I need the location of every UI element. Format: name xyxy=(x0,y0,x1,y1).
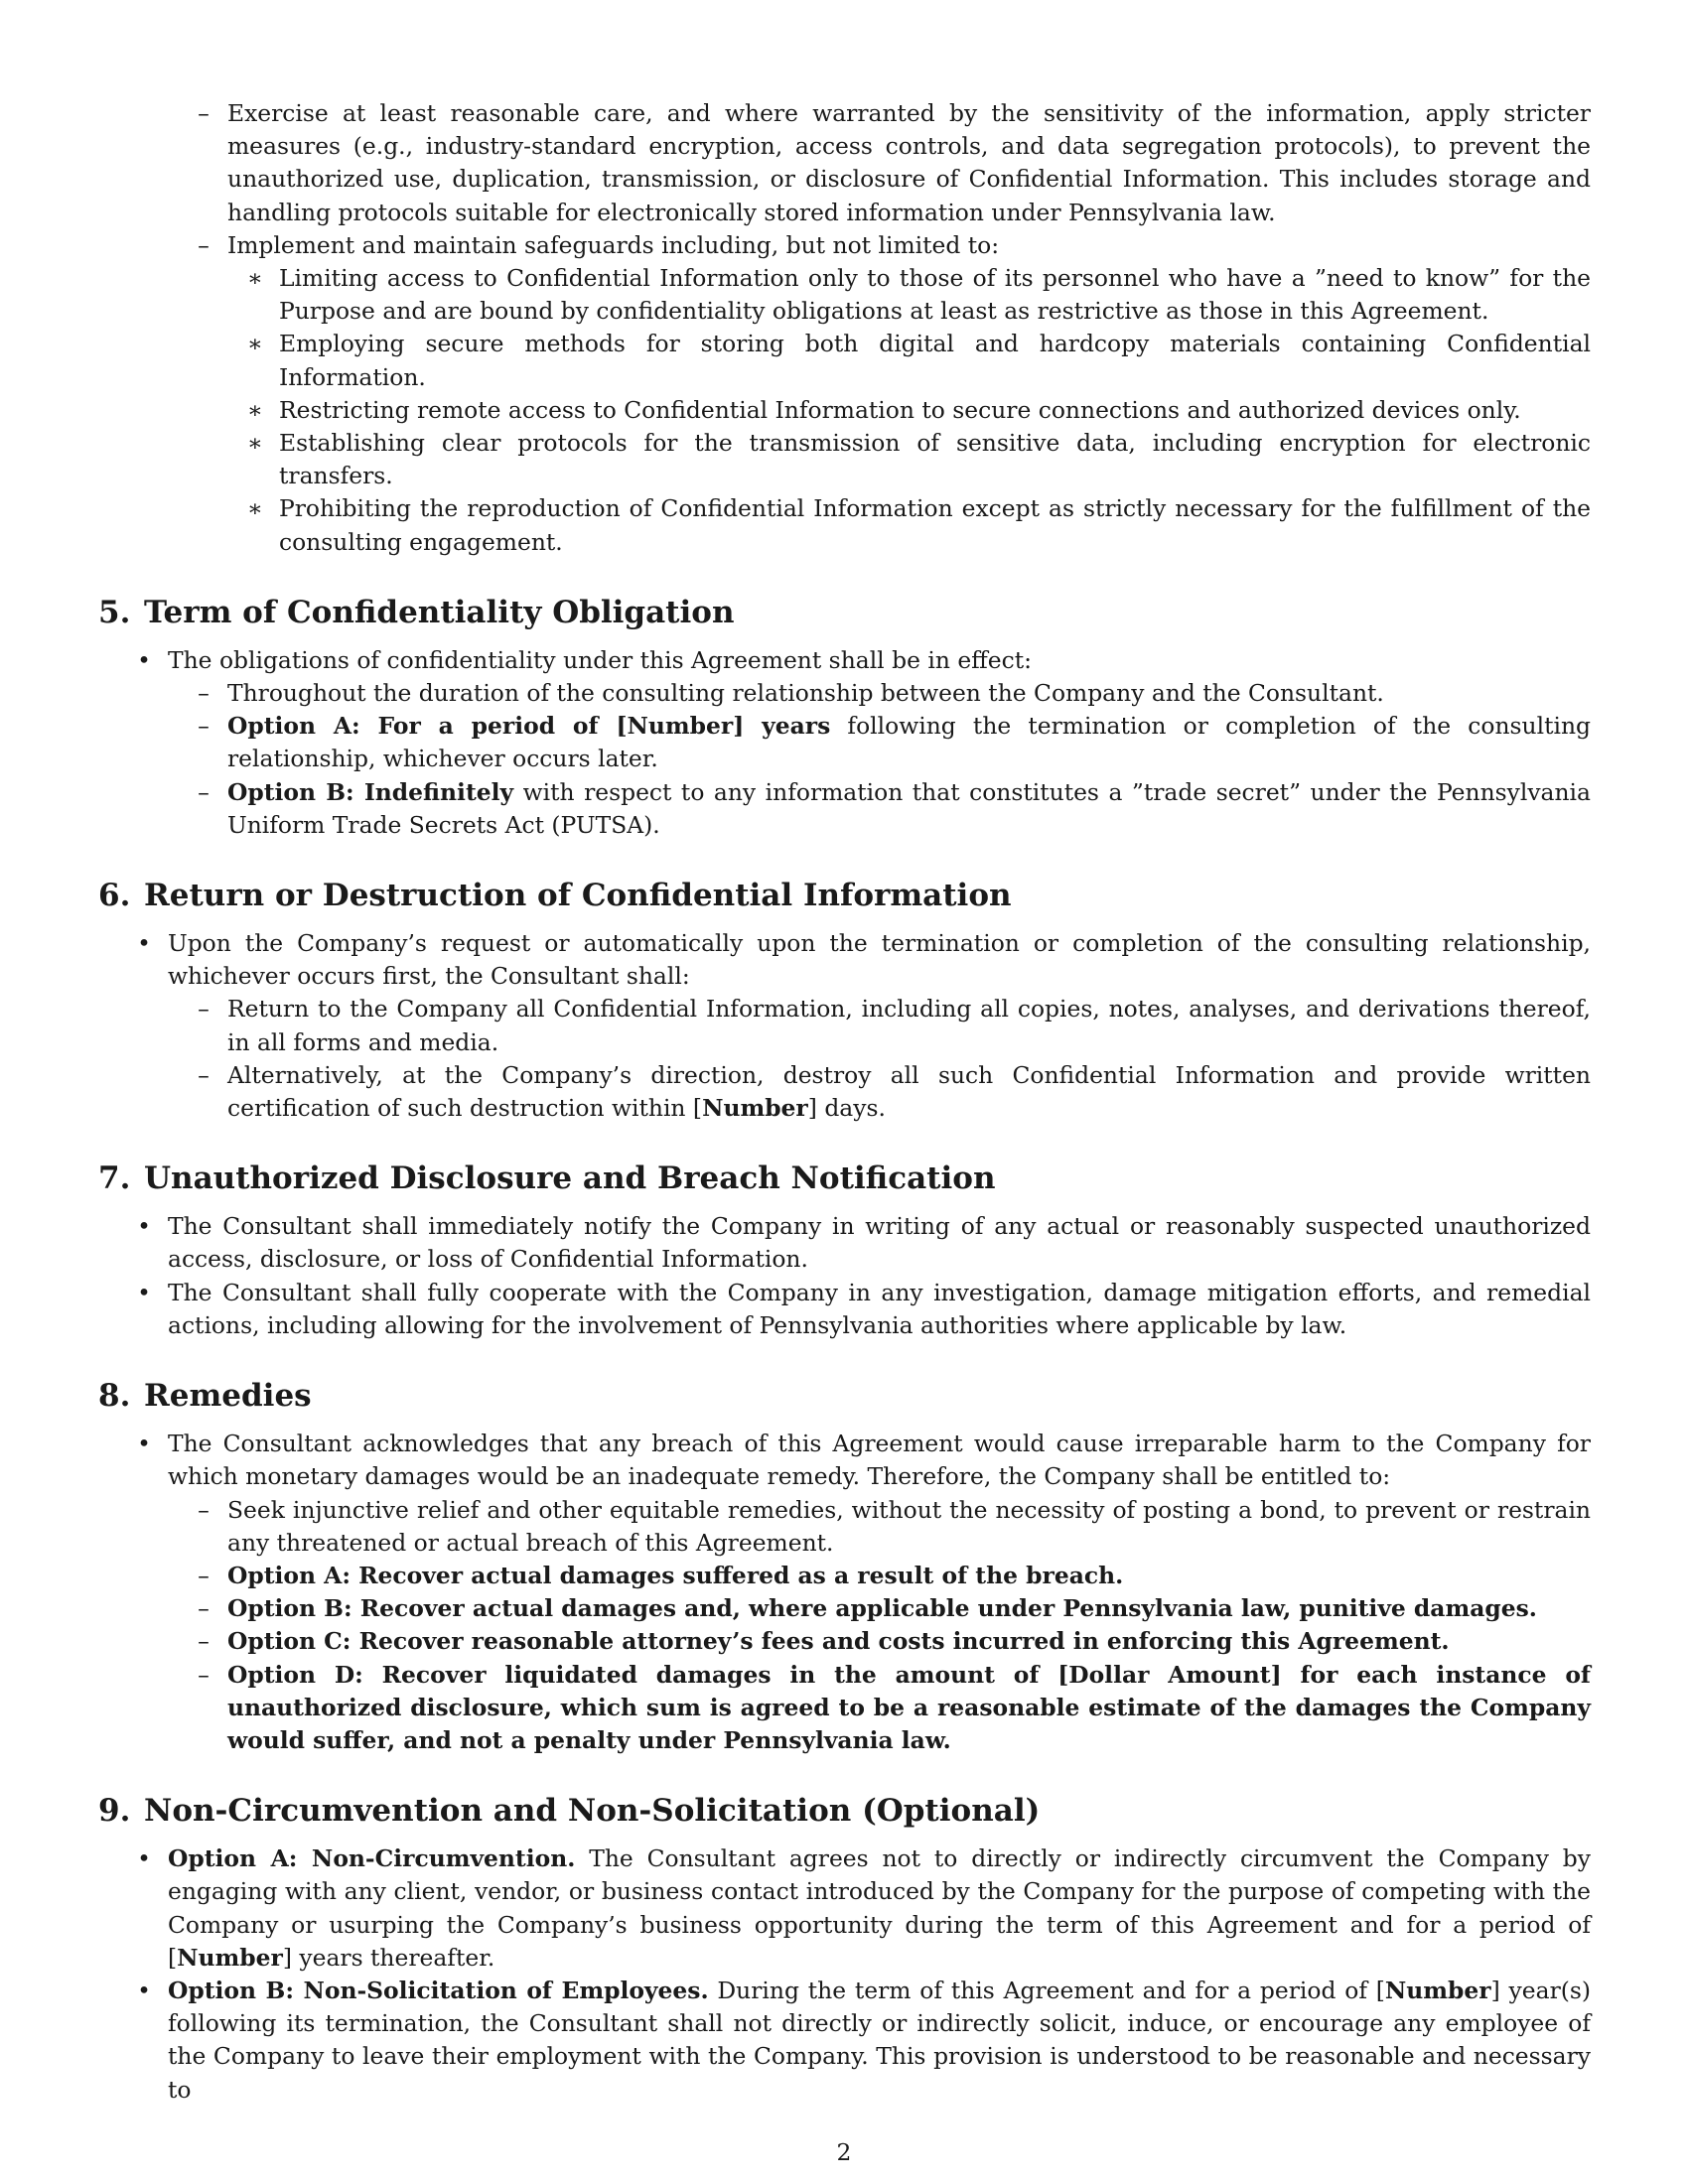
section-heading xyxy=(98,1791,1591,1831)
list-item xyxy=(98,1428,1591,1493)
option-text: Option C: Recover reasonable attorney’s fees and costs incurred in enforcing this Agreement. xyxy=(227,1627,1450,1656)
list-item-text: The Consultant agrees not to directly or indirectly circumvent the Company by engaging with any client, vendor, or business contact introduced by the Company for the purpose of competing with the Company or usurping the Company’s business opportunity during the term of this Agreement and for a period of [ xyxy=(168,1844,1591,1972)
star-marker: ∗ xyxy=(247,395,263,424)
bullet-marker: • xyxy=(137,645,151,674)
list-item-text: During the term of this Agreement and for a period of [ xyxy=(708,1976,1385,2004)
section-title: Unauthorized Disclosure and Breach Notification xyxy=(144,1160,996,1197)
list-item xyxy=(98,1625,1591,1658)
list-item xyxy=(98,993,1591,1058)
list-item xyxy=(98,492,1591,558)
star-marker: ∗ xyxy=(247,494,263,523)
list-item-text: The Consultant shall fully cooperate with the Company in any investigation, damage mitigation efforts, and remedial actions, including allowing for the involvement of Pennsylvania authorities where applicable by law. xyxy=(168,1278,1591,1339)
dash-marker: – xyxy=(198,1594,210,1623)
page-content xyxy=(98,97,1591,2107)
list-item xyxy=(98,1560,1591,1592)
list-item-text: Throughout the duration of the consulting relationship between the Company and the Consultant. xyxy=(227,679,1384,708)
list-item xyxy=(98,97,1591,229)
list-item xyxy=(98,394,1591,427)
list-item-text: Exercise at least reasonable care, and where warranted by the sensitivity of the information, apply stricter measures (e.g., industry-standard encryption, access controls, and data segregation protocols), to prevent the unauthorized use, duplication, transmission, or disclosure of Confidential Information. This includes storage and handling protocols suitable for electronically stored information under Pennsylvania law. xyxy=(227,99,1591,226)
list-item-text: Establishing clear protocols for the transmission of sensitive data, including encryption for electronic transfers. xyxy=(279,429,1591,490)
bullet-marker: • xyxy=(137,1976,151,2004)
section-8 xyxy=(98,1376,1591,1757)
list-item-text: Alternatively, at the Company’s direction, destroy all such Confidential Information and provide written certification of such destruction within [ xyxy=(227,1060,1591,1123)
placeholder-number: Number xyxy=(1384,1976,1491,2004)
option-text: Option A: Recover actual damages suffered as a result of the breach. xyxy=(227,1561,1124,1589)
list-item-text: Seek injunctive relief and other equitable remedies, without the necessity of posting a bond, to prevent or restrain any threatened or actual breach of this Agreement. xyxy=(227,1495,1591,1557)
section-heading xyxy=(98,593,1591,632)
option-label: Option A: Non-Circumvention. xyxy=(168,1844,576,1873)
list-item-text: The obligations of confidentiality under this Agreement shall be in effect: xyxy=(168,645,1033,674)
list-item-text: The Consultant shall immediately notify the Company in writing of any actual or reasonably suspected unauthorized access, disclosure, or loss of Confidential Information. xyxy=(168,1212,1591,1274)
dash-marker: – xyxy=(198,679,210,708)
dash-marker: – xyxy=(198,712,210,741)
section-sublist xyxy=(98,677,1591,842)
section-number: 7. xyxy=(98,1160,131,1197)
dash-marker: – xyxy=(198,1660,210,1689)
section-title: Return or Destruction of Confidential Information xyxy=(144,878,1012,914)
list-item xyxy=(98,927,1591,993)
section-list xyxy=(98,1843,1591,2107)
section-heading xyxy=(98,1376,1591,1416)
section-number: 6. xyxy=(98,878,131,914)
dash-marker: – xyxy=(198,777,210,806)
list-item xyxy=(98,1592,1591,1625)
list-item xyxy=(98,1843,1591,1975)
section-5 xyxy=(98,593,1591,842)
dash-marker: – xyxy=(198,1495,210,1524)
section-7 xyxy=(98,1159,1591,1342)
list-item xyxy=(98,229,1591,262)
list-item xyxy=(98,1975,1591,2107)
placeholder-number: Number xyxy=(177,1943,283,1972)
section-number: 9. xyxy=(98,1793,131,1830)
list-item xyxy=(98,644,1591,677)
list-item xyxy=(98,427,1591,492)
list-item-text: Restricting remote access to Confidential Information to secure connections and authorized devices only. xyxy=(279,395,1521,424)
section-9 xyxy=(98,1791,1591,2107)
bullet-marker: • xyxy=(137,1278,151,1306)
page-number: 2 xyxy=(836,2138,852,2166)
section-sublist xyxy=(98,993,1591,1125)
option-label: Option B: Indefinitely xyxy=(227,777,514,806)
placeholder-number: Number xyxy=(702,1094,808,1123)
option-text: Option B: Recover actual damages and, where applicable under Pennsylvania law, punitive damages. xyxy=(227,1594,1537,1623)
star-marker: ∗ xyxy=(247,330,263,358)
list-item xyxy=(98,262,1591,328)
list-item xyxy=(98,677,1591,710)
list-item xyxy=(98,710,1591,775)
list-item-text: ] days. xyxy=(807,1094,886,1123)
section-list xyxy=(98,1210,1591,1342)
option-label: Option B: Non-Solicitation of Employees. xyxy=(168,1976,709,2004)
list-item xyxy=(98,1210,1591,1276)
star-marker: ∗ xyxy=(247,264,263,293)
section-heading xyxy=(98,1159,1591,1198)
option-text: Option D: Recover liquidated damages in the amount of [Dollar Amount] for each instance of unauthorized disclosure, which sum is agreed to be a reasonable estimate of the damages the Company would suffer, and not a penalty under Pennsylvania law. xyxy=(227,1660,1591,1754)
list-item-text: The Consultant acknowledges that any breach of this Agreement would cause irreparable harm to the Company for which monetary damages would be an inadequate remedy. Therefore, the Company shall be entitled to: xyxy=(168,1430,1591,1491)
list-item-text: Prohibiting the reproduction of Confidential Information except as strictly necessary for the fulfillment of the consulting engagement. xyxy=(279,494,1591,556)
section-list xyxy=(98,1428,1591,1493)
section-title: Non-Circumvention and Non-Solicitation (Optional) xyxy=(144,1793,1041,1830)
carryover-list xyxy=(98,97,1591,262)
option-label: Option A: For a period of [Number] years xyxy=(227,712,831,741)
list-item-text: Upon the Company’s request or automatically upon the termination or completion of the consulting relationship, whichever occurs first, the Consultant shall: xyxy=(168,929,1591,991)
list-item-text: Limiting access to Confidential Information only to those of its personnel who have a ”need to know” for the Purpose and are bound by confidentiality obligations at least as restrictive as those in this Agreement. xyxy=(279,264,1591,326)
list-item xyxy=(98,1494,1591,1560)
dash-marker: – xyxy=(198,230,210,259)
section-list xyxy=(98,644,1591,677)
list-item-text: with respect to any information that constitutes a ”trade secret” under the Pennsylvania Uniform Trade Secrets Act (PUTSA). xyxy=(227,777,1591,839)
bullet-marker: • xyxy=(137,929,151,958)
list-item xyxy=(98,776,1591,842)
bullet-marker: • xyxy=(137,1212,151,1241)
section-sublist xyxy=(98,1494,1591,1758)
list-item xyxy=(98,1059,1591,1125)
list-item xyxy=(98,1659,1591,1758)
list-item-text: Return to the Company all Confidential Information, including all copies, notes, analyses, and derivations thereof, in all forms and media. xyxy=(227,995,1591,1056)
section-title: Term of Confidentiality Obligation xyxy=(144,594,735,630)
section-title: Remedies xyxy=(144,1378,312,1415)
list-item xyxy=(98,1277,1591,1342)
section-number: 5. xyxy=(98,594,131,630)
bullet-marker: • xyxy=(137,1844,151,1873)
dash-marker: – xyxy=(198,1561,210,1589)
dash-marker: – xyxy=(198,99,210,127)
dash-marker: – xyxy=(198,995,210,1024)
list-item-text: ] year(s) following its termination, the Consultant shall not directly or indirectly solicit, induce, or encourage any employee of the Company to leave their employment with the Company. This provision is understood to be reasonable and necessary to xyxy=(168,1976,1591,2104)
section-6 xyxy=(98,876,1591,1125)
dash-marker: – xyxy=(198,1060,210,1089)
section-list xyxy=(98,927,1591,993)
section-number: 8. xyxy=(98,1378,131,1415)
star-marker: ∗ xyxy=(247,429,263,458)
bullet-marker: • xyxy=(137,1430,151,1458)
list-item-text: Implement and maintain safeguards including, but not limited to: xyxy=(227,230,1000,259)
section-heading xyxy=(98,876,1591,915)
safeguards-list xyxy=(98,262,1591,559)
dash-marker: – xyxy=(198,1627,210,1656)
list-item xyxy=(98,328,1591,393)
list-item-text: ] years thereafter. xyxy=(282,1943,495,1972)
list-item-text: Employing secure methods for storing both digital and hardcopy materials containing Confidential Information. xyxy=(279,330,1591,391)
list-item-text: following the termination or completion of the consulting relationship, whichever occurs later. xyxy=(227,712,1591,773)
